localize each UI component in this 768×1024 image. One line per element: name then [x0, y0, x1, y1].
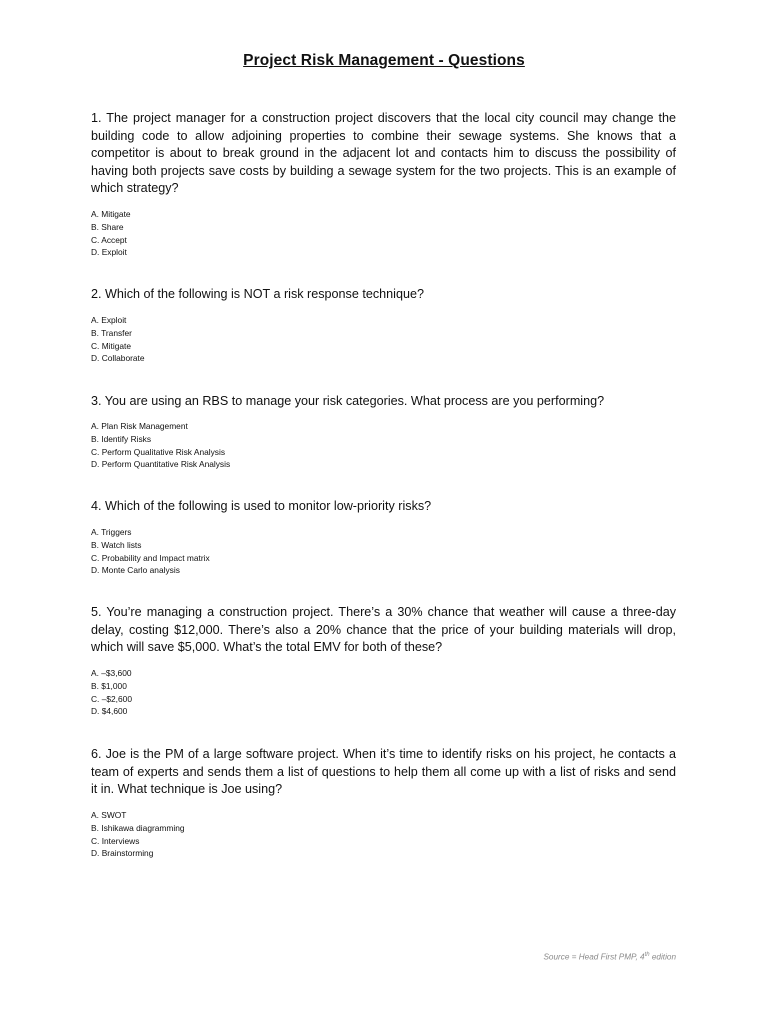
- question-3-option-b: B. Identify Risks: [91, 433, 152, 444]
- question-6-option-d: D. Brainstorming: [91, 848, 154, 859]
- question-1-option-c: C. Accept: [91, 234, 127, 245]
- question-5-options: [91, 667, 491, 718]
- question-1-text: 1. The project manager for a construction project discovers that the local city council may change the building code to allow adjoining properties to combine their sewage systems. She knows that a competitor is about to break ground in the adjacent lot and contacts him to discuss the possibility of having both projects save costs by building a sewage system for the two projects. This is an example of which strategy?: [91, 111, 676, 196]
- question-3-options: [91, 420, 491, 471]
- question-5-option-c: C. –$2,600: [91, 693, 132, 704]
- source-text: Source = Head First PMP, 4: [543, 952, 645, 962]
- question-4-option-a: A. Triggers: [91, 527, 132, 537]
- question-3-text: 3. You are using an RBS to manage your risk categories. What process are you performing?: [91, 394, 605, 408]
- source-footer: [543, 952, 676, 962]
- question-2-option-b: B. Transfer: [91, 327, 132, 338]
- question-3-option-c: C. Perform Qualitative Risk Analysis: [91, 446, 226, 457]
- question-5-text: 5. You’re managing a construction project. There’s a 30% chance that weather will cause a three-day delay, costing $12,000. There’s also a 20% chance that the price of your building materials will drop, which will save $5,000. What’s the total EMV for both of these?: [91, 605, 676, 655]
- question-1-option-a: A. Mitigate: [91, 209, 131, 219]
- question-1-option-b: B. Share: [91, 221, 124, 232]
- question-4-option-c: C. Probability and Impact matrix: [91, 552, 210, 563]
- question-6-option-b: B. Ishikawa diagramming: [91, 822, 185, 833]
- question-2-options: [91, 314, 491, 365]
- question-1-option-d: D. Exploit: [91, 247, 127, 258]
- source-edition: edition: [649, 952, 676, 962]
- source-superscript: th: [644, 952, 650, 958]
- question-2-text: 2. Which of the following is NOT a risk response technique?: [91, 287, 424, 301]
- question-3-option-a: A. Plan Risk Management: [91, 421, 188, 431]
- question-3-option-d: D. Perform Quantitative Risk Analysis: [91, 459, 231, 470]
- question-2-option-a: A. Exploit: [91, 315, 127, 325]
- question-5-option-a: A. –$3,600: [91, 668, 132, 678]
- question-6-options: [91, 809, 491, 860]
- question-4-option-d: D. Monte Carlo analysis: [91, 565, 180, 576]
- question-5-option-b: B. $1,000: [91, 680, 127, 691]
- question-1-options: [91, 208, 491, 259]
- question-2-option-d: D. Collaborate: [91, 353, 145, 364]
- question-6-text: 6. Joe is the PM of a large software project. When it’s time to identify risks on his project, he contacts a team of experts and sends them a list of questions to help them all come up with a list of risks and send it in. What technique is Joe using?: [91, 747, 676, 797]
- question-6-option-c: C. Interviews: [91, 835, 140, 846]
- page-title: Project Risk Management - Questions: [243, 52, 525, 69]
- question-6-option-a: A. SWOT: [91, 810, 127, 820]
- question-4-options: [91, 526, 491, 577]
- question-4-option-b: B. Watch lists: [91, 539, 142, 550]
- question-4-text: 4. Which of the following is used to monitor low-priority risks?: [91, 499, 432, 513]
- question-5-option-d: D. $4,600: [91, 706, 128, 717]
- question-2-option-c: C. Mitigate: [91, 340, 132, 351]
